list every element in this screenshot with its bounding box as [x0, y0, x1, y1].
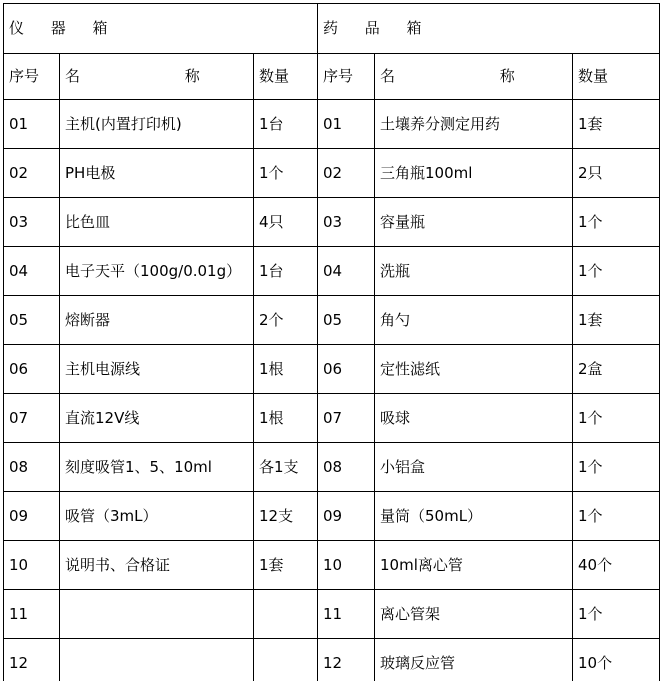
- row-no: 07: [4, 394, 60, 443]
- item-name: 刻度吸管1、5、10ml: [60, 443, 254, 492]
- item-qty: 10个: [573, 639, 660, 681]
- table-row: [4, 296, 660, 345]
- item-qty: [254, 639, 318, 681]
- item-qty: 1个: [254, 149, 318, 198]
- row-no: 12: [318, 639, 375, 681]
- table-row: [4, 590, 660, 639]
- right-table-title: 药 品 箱: [318, 4, 660, 54]
- left-header-no: 序号: [4, 54, 60, 100]
- table-title-row: [4, 4, 660, 54]
- table-row: [4, 198, 660, 247]
- item-name: PH电极: [60, 149, 254, 198]
- table-row: [4, 443, 660, 492]
- table-row: [4, 394, 660, 443]
- item-name: 小铝盒: [375, 443, 573, 492]
- item-name: 熔断器: [60, 296, 254, 345]
- item-qty: 4只: [254, 198, 318, 247]
- item-name: 土壤养分测定用药: [375, 100, 573, 149]
- left-header-name: 名 称: [60, 54, 254, 100]
- item-name: 洗瓶: [375, 247, 573, 296]
- row-no: 06: [4, 345, 60, 394]
- row-no: 04: [318, 247, 375, 296]
- table-row: [4, 100, 660, 149]
- item-name: [60, 639, 254, 681]
- item-qty: 1个: [573, 247, 660, 296]
- item-qty: [254, 590, 318, 639]
- row-no: 05: [318, 296, 375, 345]
- row-no: 11: [4, 590, 60, 639]
- item-name: 吸球: [375, 394, 573, 443]
- item-qty: 1台: [254, 247, 318, 296]
- item-qty: 1套: [573, 100, 660, 149]
- item-name: 主机(内置打印机): [60, 100, 254, 149]
- row-no: 08: [4, 443, 60, 492]
- row-no: 07: [318, 394, 375, 443]
- item-name: 玻璃反应管: [375, 639, 573, 681]
- item-name: 三角瓶100ml: [375, 149, 573, 198]
- table-row: [4, 492, 660, 541]
- item-name: 10ml离心管: [375, 541, 573, 590]
- table-row: [4, 345, 660, 394]
- item-name: [60, 590, 254, 639]
- right-header-name: 名 称: [375, 54, 573, 100]
- item-name: 角勺: [375, 296, 573, 345]
- row-no: 03: [318, 198, 375, 247]
- item-qty: 各1支: [254, 443, 318, 492]
- right-header-qty: 数量: [573, 54, 660, 100]
- item-name: 吸管（3mL）: [60, 492, 254, 541]
- table-row: [4, 639, 660, 681]
- table-row: [4, 247, 660, 296]
- item-qty: 2盒: [573, 345, 660, 394]
- item-qty: 1台: [254, 100, 318, 149]
- item-qty: 1根: [254, 394, 318, 443]
- item-name: 直流12V线: [60, 394, 254, 443]
- left-header-qty: 数量: [254, 54, 318, 100]
- inventory-table: [3, 3, 660, 681]
- row-no: 09: [4, 492, 60, 541]
- item-name: 比色皿: [60, 198, 254, 247]
- row-no: 03: [4, 198, 60, 247]
- column-header-row: [4, 54, 660, 100]
- row-no: 04: [4, 247, 60, 296]
- item-qty: 1个: [573, 394, 660, 443]
- item-name: 说明书、合格证: [60, 541, 254, 590]
- right-header-no: 序号: [318, 54, 375, 100]
- item-qty: 1套: [573, 296, 660, 345]
- item-name: 量筒（50mL）: [375, 492, 573, 541]
- item-qty: 2只: [573, 149, 660, 198]
- row-no: 09: [318, 492, 375, 541]
- left-table-title: 仪 器 箱: [4, 4, 318, 54]
- row-no: 12: [4, 639, 60, 681]
- item-name: 容量瓶: [375, 198, 573, 247]
- row-no: 06: [318, 345, 375, 394]
- row-no: 11: [318, 590, 375, 639]
- item-qty: 1个: [573, 198, 660, 247]
- item-qty: 1根: [254, 345, 318, 394]
- item-name: 离心管架: [375, 590, 573, 639]
- item-name: 定性滤纸: [375, 345, 573, 394]
- item-qty: 40个: [573, 541, 660, 590]
- item-qty: 2个: [254, 296, 318, 345]
- row-no: 10: [318, 541, 375, 590]
- row-no: 01: [318, 100, 375, 149]
- row-no: 05: [4, 296, 60, 345]
- row-no: 02: [4, 149, 60, 198]
- row-no: 08: [318, 443, 375, 492]
- item-qty: 1个: [573, 590, 660, 639]
- row-no: 10: [4, 541, 60, 590]
- item-name: 电子天平（100g/0.01g）: [60, 247, 254, 296]
- table-row: [4, 541, 660, 590]
- item-qty: 1个: [573, 443, 660, 492]
- item-qty: 1套: [254, 541, 318, 590]
- item-qty: 1个: [573, 492, 660, 541]
- row-no: 01: [4, 100, 60, 149]
- row-no: 02: [318, 149, 375, 198]
- item-name: 主机电源线: [60, 345, 254, 394]
- item-qty: 12支: [254, 492, 318, 541]
- table-row: [4, 149, 660, 198]
